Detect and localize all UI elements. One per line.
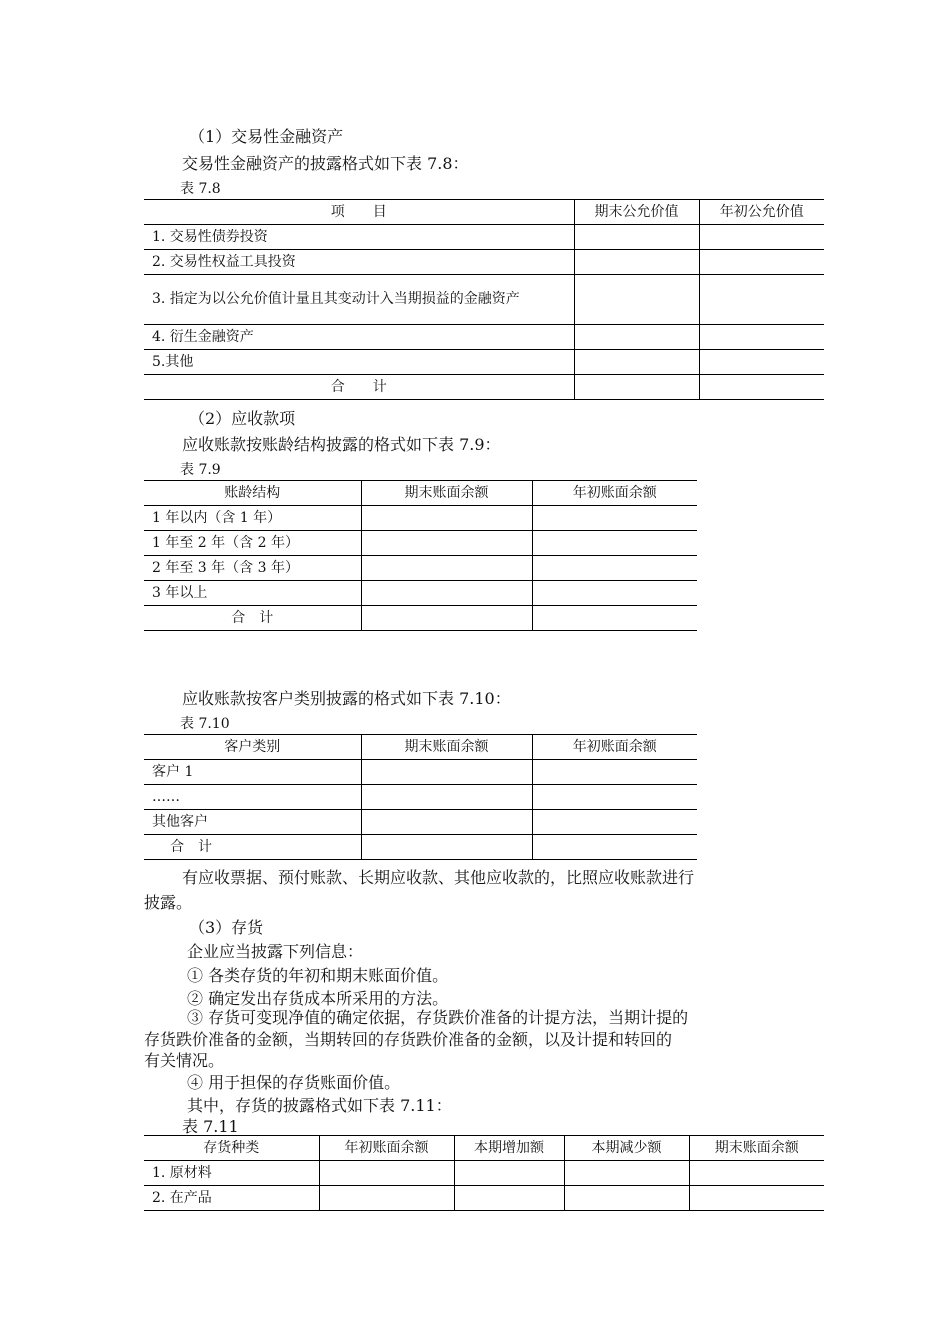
paragraph-line: 有应收票据、预付账款、长期应收款、其他应收款的，比照应收账款进行 bbox=[182, 868, 695, 887]
table-row bbox=[144, 581, 697, 606]
row-label: 2 年至 3 年（含 3 年） bbox=[144, 556, 361, 581]
table-row bbox=[144, 506, 697, 531]
table-row bbox=[144, 275, 824, 325]
table-row bbox=[144, 250, 824, 275]
paragraph-line: 披露。 bbox=[144, 893, 193, 912]
table-row-total bbox=[144, 835, 697, 860]
section-heading-inventory: （3）存货 bbox=[189, 918, 264, 937]
table-header-row bbox=[144, 200, 824, 225]
table-row bbox=[144, 760, 697, 785]
total-label: 合 计 bbox=[144, 375, 574, 400]
caption-table-7-11: 表 7.11 bbox=[182, 1117, 239, 1136]
header-ending-fair-value: 期末公允价值 bbox=[574, 200, 699, 225]
table-header-row bbox=[144, 481, 697, 506]
inventory-item-3-cont: 存货跌价准备的金额，当期转回的存货跌价准备的金额，以及计提和转回的 bbox=[144, 1030, 673, 1049]
table-row bbox=[144, 810, 697, 835]
table-row-total bbox=[144, 606, 697, 631]
inventory-item-2: ② 确定发出存货成本所采用的方法。 bbox=[187, 989, 449, 1008]
total-label: 合 计 bbox=[144, 835, 361, 860]
table-row bbox=[144, 1161, 824, 1186]
inventory-item-3: ③ 存货可变现净值的确定依据，存货跌价准备的计提方法，当期计提的 bbox=[187, 1008, 689, 1027]
row-label: 1. 交易性债券投资 bbox=[144, 225, 574, 250]
row-label: 3. 指定为以公允价值计量且其变动计入当期损益的金融资产 bbox=[144, 275, 574, 325]
table-7-11 bbox=[144, 1135, 824, 1211]
table-row-total bbox=[144, 375, 824, 400]
total-label: 合 计 bbox=[144, 606, 361, 631]
table-row bbox=[144, 1186, 824, 1211]
header-customer-type: 客户类别 bbox=[144, 735, 361, 760]
intro-table-7-11: 其中，存货的披露格式如下表 7.11： bbox=[187, 1096, 452, 1115]
inventory-lead: 企业应当披露下列信息： bbox=[187, 942, 364, 961]
header-ending-balance: 期末账面余额 bbox=[361, 481, 532, 506]
table-7-8 bbox=[144, 199, 824, 400]
header-item: 项 目 bbox=[144, 200, 574, 225]
inventory-item-4: ④ 用于担保的存货账面价值。 bbox=[187, 1073, 401, 1092]
intro-table-7-10: 应收账款按客户类别披露的格式如下表 7.10： bbox=[182, 689, 511, 708]
header-ending-balance: 期末账面余额 bbox=[361, 735, 532, 760]
header-increase: 本期增加额 bbox=[454, 1136, 564, 1161]
table-row bbox=[144, 556, 697, 581]
header-aging: 账龄结构 bbox=[144, 481, 361, 506]
row-label: 1 年至 2 年（含 2 年） bbox=[144, 531, 361, 556]
table-row bbox=[144, 785, 697, 810]
intro-table-7-8: 交易性金融资产的披露格式如下表 7.8： bbox=[182, 154, 469, 173]
caption-table-7-9: 表 7.9 bbox=[180, 462, 221, 478]
row-label: 2. 在产品 bbox=[144, 1186, 319, 1211]
row-label: …… bbox=[144, 785, 361, 810]
section-heading-receivables: （2）应收款项 bbox=[189, 409, 296, 428]
row-label: 1. 原材料 bbox=[144, 1161, 319, 1186]
table-7-10 bbox=[144, 734, 697, 860]
header-decrease: 本期减少额 bbox=[564, 1136, 689, 1161]
table-row bbox=[144, 225, 824, 250]
table-row bbox=[144, 531, 697, 556]
header-ending-balance: 期末账面余额 bbox=[689, 1136, 824, 1161]
header-beginning-balance: 年初账面余额 bbox=[319, 1136, 454, 1161]
table-header-row bbox=[144, 1136, 824, 1161]
table-row bbox=[144, 350, 824, 375]
header-inventory-type: 存货种类 bbox=[144, 1136, 319, 1161]
row-label: 3 年以上 bbox=[144, 581, 361, 606]
row-label: 5.其他 bbox=[144, 350, 574, 375]
intro-table-7-9: 应收账款按账龄结构披露的格式如下表 7.9： bbox=[182, 435, 501, 454]
header-beginning-fair-value: 年初公允价值 bbox=[699, 200, 824, 225]
row-label: 1 年以内（含 1 年） bbox=[144, 506, 361, 531]
caption-table-7-8: 表 7.8 bbox=[180, 181, 221, 197]
row-label: 客户 1 bbox=[144, 760, 361, 785]
header-beginning-balance: 年初账面余额 bbox=[532, 735, 697, 760]
inventory-item-3-cont: 有关情况。 bbox=[144, 1051, 225, 1070]
table-7-9 bbox=[144, 480, 697, 631]
row-label: 2. 交易性权益工具投资 bbox=[144, 250, 574, 275]
header-beginning-balance: 年初账面余额 bbox=[532, 481, 697, 506]
row-label: 其他客户 bbox=[144, 810, 361, 835]
row-label: 4. 衍生金融资产 bbox=[144, 325, 574, 350]
inventory-item-1: ① 各类存货的年初和期末账面价值。 bbox=[187, 966, 449, 985]
section-heading-trading-assets: （1）交易性金融资产 bbox=[189, 127, 344, 146]
table-header-row bbox=[144, 735, 697, 760]
caption-table-7-10: 表 7.10 bbox=[180, 716, 230, 732]
table-row bbox=[144, 325, 824, 350]
